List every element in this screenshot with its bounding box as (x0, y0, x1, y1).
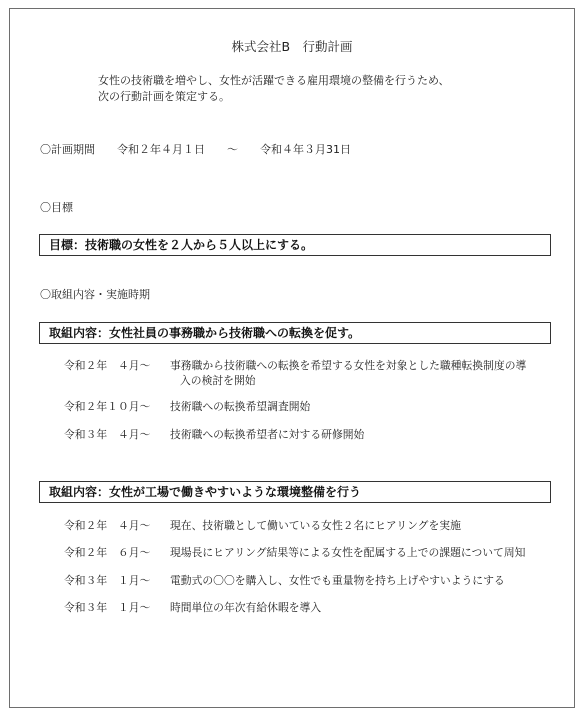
document-page (9, 8, 575, 708)
schedule-row (64, 518, 461, 533)
row-description: 技術職への転換希望者に対する研修開始 (170, 428, 365, 441)
row-desc-line2: 入の検討を開始 (180, 374, 256, 387)
goal-box: 目標：技術職の女性を２人から５人以上にする。 (39, 234, 551, 256)
row-time: 令和２年 ４月～ (64, 519, 151, 532)
schedule-row (64, 600, 321, 615)
row-time: 令和２年 ４月～ (64, 359, 151, 372)
row-time: 令和３年 １月～ (64, 601, 151, 614)
row-description: 技術職への転換希望調査開始 (170, 400, 311, 413)
document-title: 株式会社B 行動計画 (231, 39, 353, 54)
section-heading-1: 取組内容：女性社員の事務職から技術職への転換を促す。 (39, 322, 551, 344)
row-description: 時間単位の年次有給休暇を導入 (170, 601, 322, 614)
row-description: 現場長にヒアリング結果等による女性を配属する上での課題について周知 (170, 546, 526, 559)
row-time: 令和３年 ４月～ (64, 428, 151, 441)
content-label: 〇取組内容・実施時期 (40, 288, 150, 301)
intro-line-1: 女性の技術職を増やし、女性が活躍できる雇用環境の整備を行うため、 (98, 74, 450, 87)
schedule-row (64, 427, 364, 442)
row-time: 令和２年 ６月～ (64, 546, 151, 559)
section-heading-2: 取組内容：女性が工場で働きやすいような環境整備を行う (39, 481, 551, 503)
row-description: 電動式の〇〇を購入し、女性でも重量物を持ち上げやすいようにする (170, 574, 505, 587)
intro-line-2: 次の行動計画を策定する。 (98, 90, 230, 103)
plan-period: 〇計画期間 令和２年４月１日 ～ 令和４年３月31日 (40, 143, 351, 156)
row-description (170, 358, 562, 388)
row-description: 現在、技術職として働いている女性２名にヒアリングを実施 (170, 519, 461, 532)
row-time: 令和３年 １月～ (64, 574, 151, 587)
goal-label: 〇目標 (40, 201, 73, 214)
row-time: 令和２年１０月～ (64, 400, 151, 413)
schedule-row (64, 399, 310, 414)
schedule-row (64, 545, 525, 560)
schedule-row (64, 358, 562, 388)
schedule-row (64, 573, 505, 588)
row-desc-line1: 事務職から技術職への転換を希望する女性を対象とした職種転換制度の導 (170, 359, 527, 372)
